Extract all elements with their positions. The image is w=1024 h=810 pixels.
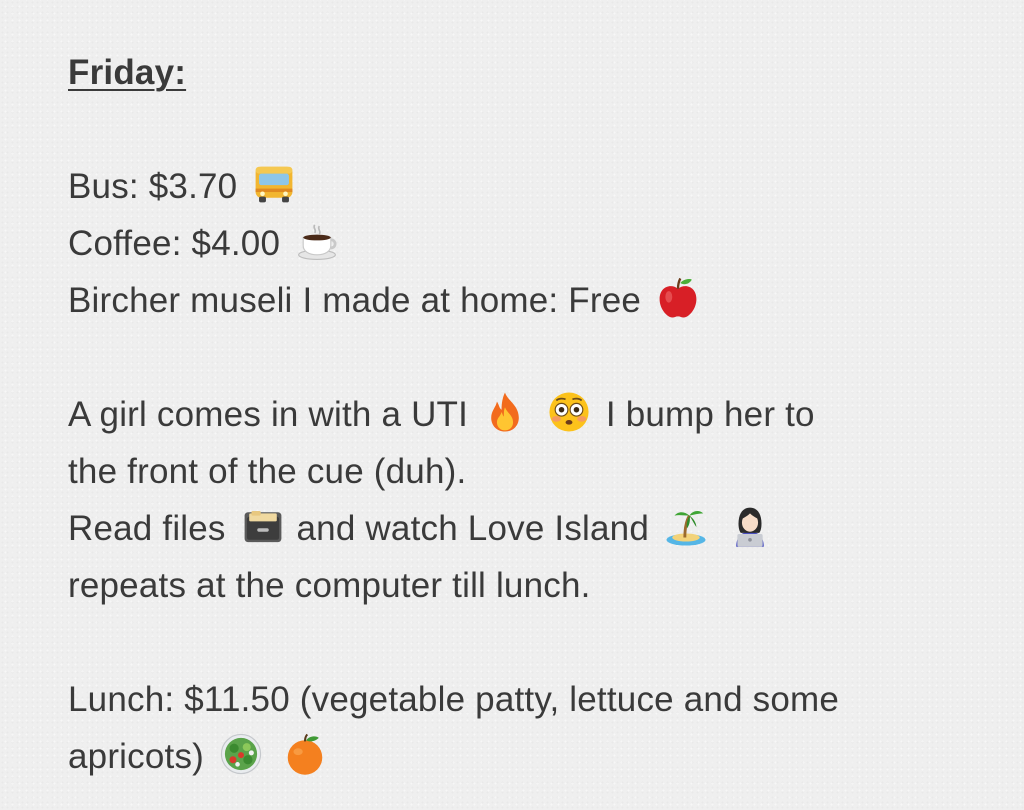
woman-technologist-icon xyxy=(727,503,773,549)
paragraph-line-3 xyxy=(68,500,998,557)
coffee-icon xyxy=(294,218,340,264)
expense-bircher-text: Bircher museli I made at home: Free xyxy=(68,281,642,320)
expense-bus-text: Bus: $3.70 xyxy=(68,167,238,206)
lunch-line-2 xyxy=(68,728,998,785)
paragraph-line-4 xyxy=(68,557,998,614)
red-apple-icon xyxy=(655,275,701,321)
expense-bus xyxy=(68,158,998,215)
lunch-text: Lunch: $11.50 (vegetable patty, lettuce and some xyxy=(68,680,840,719)
paragraph-text: Read files xyxy=(68,509,226,548)
lunch-text: apricots) xyxy=(68,737,205,776)
paragraph-line-2 xyxy=(68,443,998,500)
expense-coffee xyxy=(68,215,998,272)
spacer xyxy=(68,614,998,671)
flushed-face-icon xyxy=(546,389,592,435)
spacer xyxy=(68,101,998,158)
file-cabinet-icon xyxy=(240,503,286,549)
note-heading-line xyxy=(68,44,998,101)
bus-icon xyxy=(251,161,297,207)
desert-island-icon xyxy=(663,503,709,549)
tangerine-icon xyxy=(282,731,328,777)
note-body xyxy=(68,44,998,785)
fire-icon xyxy=(482,389,528,435)
paragraph-text: I bump her to xyxy=(605,395,815,434)
salad-icon xyxy=(218,731,264,777)
expense-coffee-text: Coffee: $4.00 xyxy=(68,224,281,263)
paragraph-line-1 xyxy=(68,386,998,443)
spacer xyxy=(68,329,998,386)
paragraph-text: the front of the cue (duh). xyxy=(68,452,467,491)
lunch-line-1 xyxy=(68,671,998,728)
note-heading: Friday: xyxy=(68,53,187,92)
paragraph-text: A girl comes in with a UTI xyxy=(68,395,469,434)
paragraph-text: repeats at the computer till lunch. xyxy=(68,566,591,605)
paragraph-text: and watch Love Island xyxy=(296,509,650,548)
expense-bircher xyxy=(68,272,998,329)
